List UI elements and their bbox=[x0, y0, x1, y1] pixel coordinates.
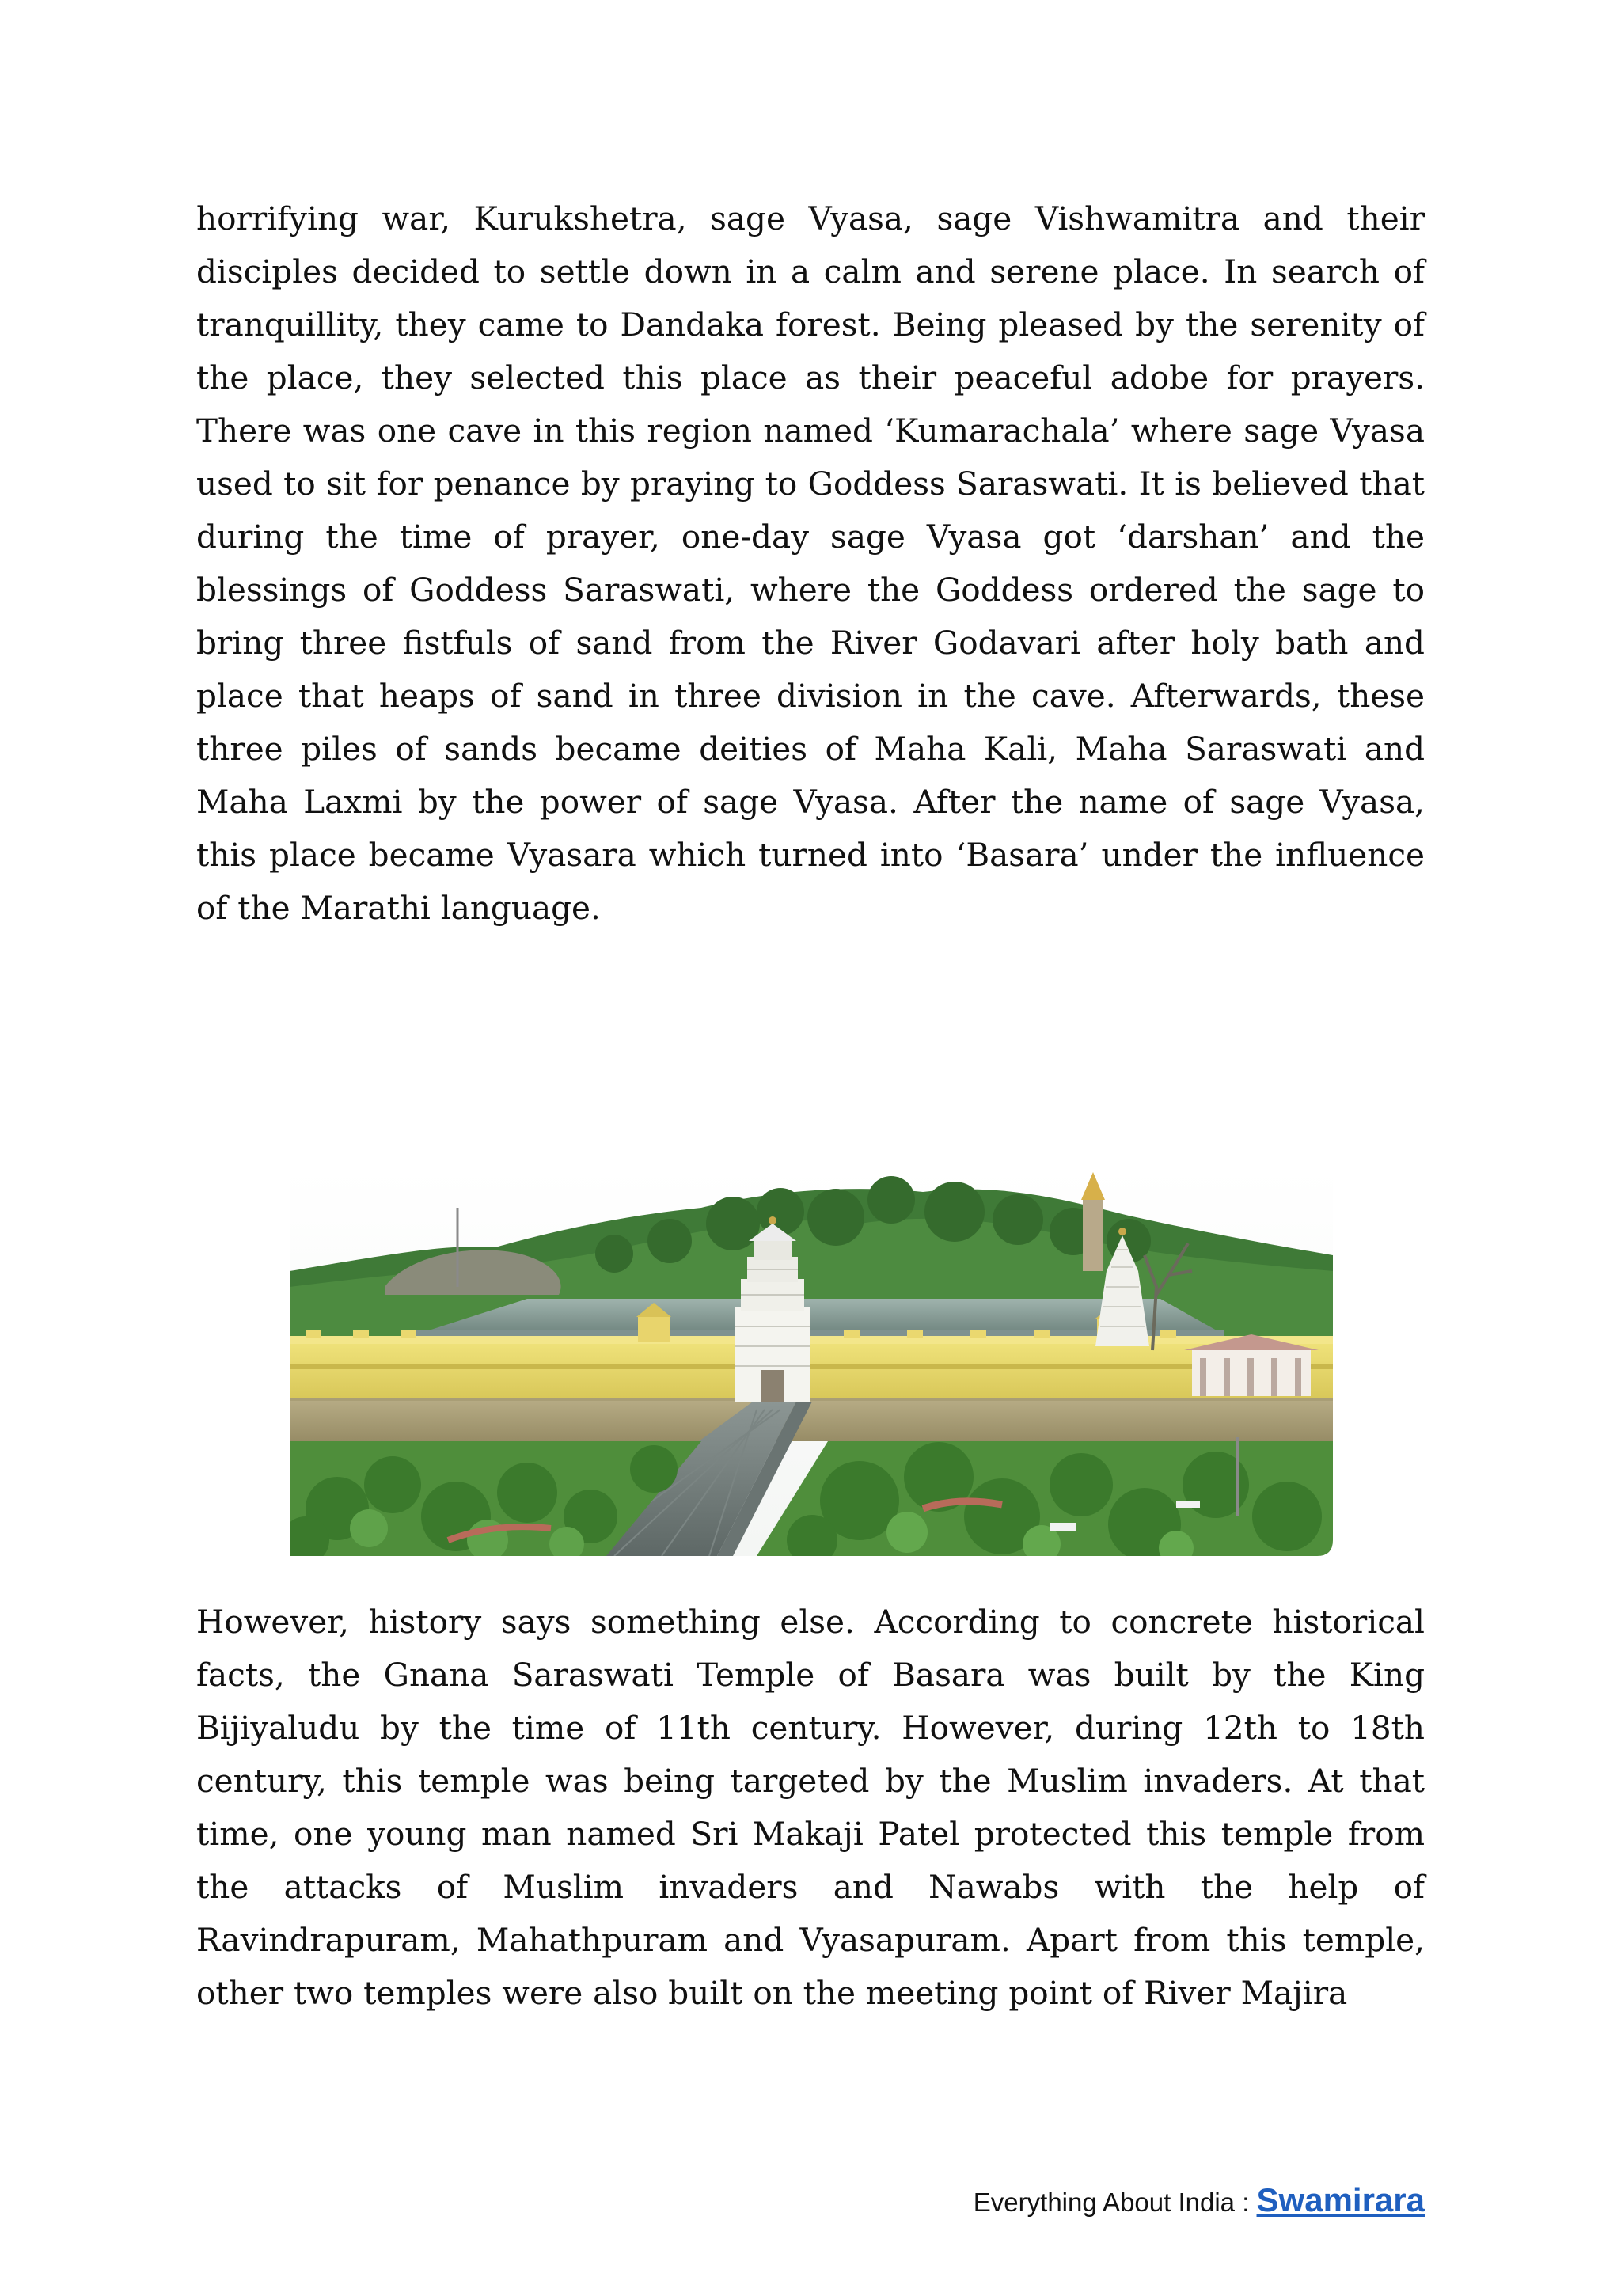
temple-photo bbox=[290, 1168, 1333, 1556]
footer-prefix: Everything About India : bbox=[973, 2188, 1257, 2217]
body-paragraph-1: horrifying war, Kurukshetra, sage Vyasa, sage Vishwamitra and their disciples decided to settle down in a calm and serene place. In search of tranquillity, they came to Dandaka forest. Being pleased by the serenity of the place, they selected this place as their peaceful adobe for prayers. There was one cave in this region named ‘Kumarachala’ where sage Vyasa used to sit for penance by praying to Goddess Saraswati. It is believed that during the time of prayer, one-day sage Vyasa got ‘darshan’ and the blessings of Goddess Saraswati, where the Goddess ordered the sage to bring three fistfuls of sand from the River Godavari after holy bath and place that heaps of sand in three division in the cave. Afterwards, these three piles of sands became deities of Maha Kali, Maha Saraswati and Maha Laxmi by the power of sage Vyasa. After the name of sage Vyasa, this place became Vyasara which turned into ‘Basara’ under the influence of the Marathi language. bbox=[196, 199, 1425, 927]
swamirara-link[interactable]: Swamirara bbox=[1256, 2181, 1425, 2218]
page-footer bbox=[974, 2181, 1425, 2219]
body-paragraph-2: However, history says something else. According to concrete historical facts, the Gnana Saraswati Temple of Basara was built by the King Bijiyaludu by the time of 11th century. However, during 12th to 18th century, this temple was being targeted by the Muslim invaders. At that time, one young man named Sri Makaji Patel protected this temple from the attacks of Muslim invaders and Nawabs with the help of Ravindrapuram, Mahathpuram and Vyasapuram. Apart from this temple, other two temples were also built on the meeting point of River Majira bbox=[196, 1603, 1425, 2012]
